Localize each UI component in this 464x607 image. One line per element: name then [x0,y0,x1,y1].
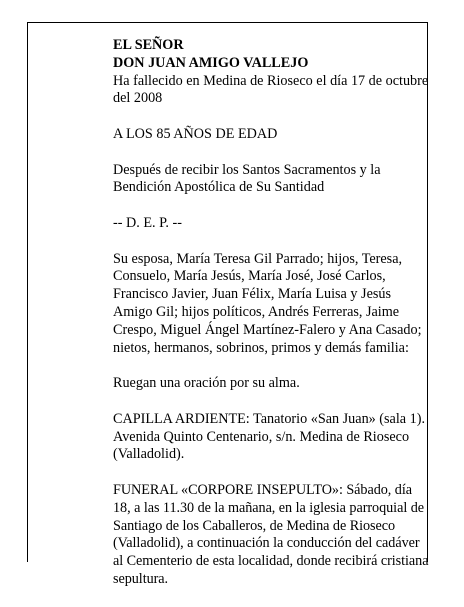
age-line: A LOS 85 AÑOS DE EDAD [113,125,278,142]
family-paragraph: Su esposa, María Teresa Gil Parrado; hijos, Teresa, Consuelo, María Jesús, María José, José Carlos, Francisco Javier, Juan Félix, María Luisa y Jesús Amigo Gil; hijos políticos, Andrés Ferreras, Jaime Crespo, Miguel Ángel Martínez-Falero y Ana Casado; nietos, hermanos, sobrinos, primos y demás familia: [113,250,422,356]
deceased-name-block [113,37,431,108]
death-info: Ha fallecido en Medina de Rioseco el día 17 de octubre del 2008 [113,72,429,107]
rip-line: -- D. E. P. -- [113,214,182,231]
title-line-1: EL SEÑOR [113,37,184,53]
obituary-notice [113,37,431,607]
deceased-name: DON JUAN AMIGO VALLEJO [113,54,309,71]
funeral-paragraph: FUNERAL «CORPORE INSEPULTO»: Sábado, día 18, a las 11.30 de la mañana, en la iglesia parroquial de Santiago de los Caballeros, de Medina de Rioseco (Valladolid), a continuación la conducción del cadáver al Cementerio de esta localidad, donde recibirá cristiana sepultura. [113,481,429,587]
chapel-paragraph: CAPILLA ARDIENTE: Tanatorio «San Juan» (sala 1). Avenida Quinto Centenario, s/n. Medina de Rioseco (Valladolid). [113,410,426,463]
sacraments-paragraph: Después de recibir los Santos Sacramentos y la Bendición Apostólica de Su Santidad [113,161,381,196]
prayer-line: Ruegan una oración por su alma. [113,375,300,392]
